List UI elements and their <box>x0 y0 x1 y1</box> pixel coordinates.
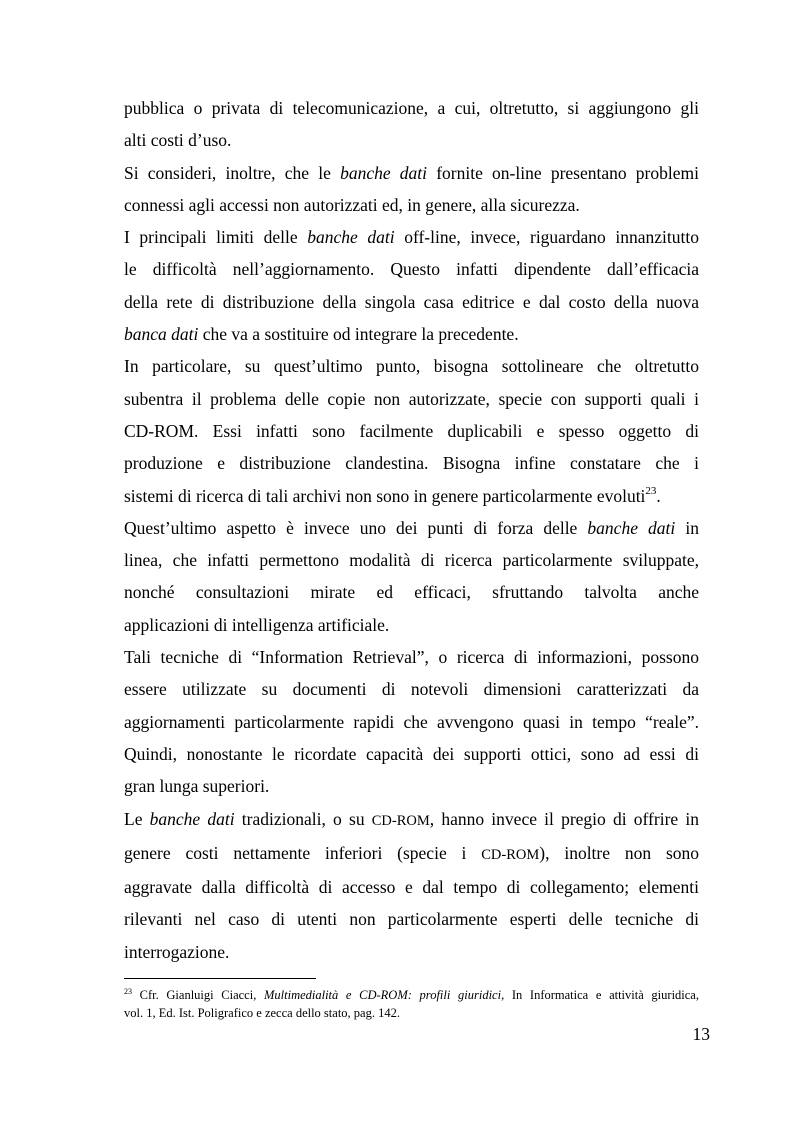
footnote-separator <box>124 978 316 979</box>
text-line: Quindi, nonostante le ricordate capacità dei supporti ottici, sono ad essi di <box>124 743 699 764</box>
paragraph-2 <box>124 157 699 222</box>
text-line <box>124 318 699 350</box>
text-run: I principali limiti delle <box>124 227 308 248</box>
text-run: Le <box>124 808 150 829</box>
italic-term: banche dati <box>149 808 235 829</box>
text-line: interrogazione. <box>124 941 230 962</box>
text-run: ), inoltre non sono <box>539 842 700 863</box>
text-run: in <box>675 517 699 538</box>
text-line <box>124 512 699 544</box>
text-line: In particolare, su quest’ultimo punto, bisogna sottolineare che oltretutto <box>124 356 699 377</box>
text-run: Si consideri, inoltre, che le <box>124 162 341 183</box>
text-line: aggravate dalla difficoltà di accesso e dal tempo di collegamento; elementi <box>124 877 699 898</box>
text-line: rilevanti nel caso di utenti non particolarmente esperti delle tecniche di <box>124 909 699 930</box>
text-line <box>124 837 699 871</box>
small-caps-term: CD-ROM <box>371 812 430 829</box>
paragraph-4 <box>124 350 699 511</box>
footnote-number: 23 <box>124 987 132 996</box>
text-run: fornite on-line presentano problemi <box>427 162 699 183</box>
text-line: subentra il problema delle copie non autorizzate, specie con supporti quali i <box>124 388 699 409</box>
text-run: sistemi di ricerca di tali archivi non sono in genere particolarmente evoluti <box>124 485 646 506</box>
text-line <box>124 221 699 253</box>
footnote <box>124 986 699 1022</box>
text-line: alti costi d’uso. <box>124 130 232 151</box>
paragraph-5 <box>124 512 699 641</box>
italic-term: banca dati <box>124 324 199 345</box>
footnote-line: vol. 1, Ed. Ist. Poligrafico e zecca dello stato, pag. 142. <box>124 1006 400 1020</box>
text-run: , In Informatica e attività giuridica, <box>501 988 699 1002</box>
text-run: off-line, invece, riguardano innanzitutto <box>394 227 699 248</box>
text-line: gran lunga superiori. <box>124 776 270 797</box>
italic-title: Multimedialità e CD-ROM: profili giuridici <box>263 988 502 1002</box>
text-line: linea, che infatti permettono modalità di ricerca particolarmente sviluppate, <box>124 550 699 571</box>
footnote-reference[interactable]: 23 <box>645 484 657 497</box>
text-line: produzione e distribuzione clandestina. Bisogna infine constatare che i <box>124 453 699 474</box>
text-run: . <box>656 485 661 506</box>
text-line <box>124 480 699 512</box>
italic-term: banche dati <box>340 162 428 183</box>
text-run: Quest’ultimo aspetto è invece uno dei punti di forza delle <box>124 517 588 538</box>
text-line: le difficoltà nell’aggiornamento. Questo infatti dipendente dall’efficacia <box>124 259 699 280</box>
text-line <box>124 157 699 189</box>
italic-term: banche dati <box>307 227 395 248</box>
italic-term: banche dati <box>587 517 676 538</box>
paragraph-7 <box>124 803 699 968</box>
text-line: nonché consultazioni mirate ed efficaci, sfruttando talvolta anche <box>124 582 699 603</box>
text-line: essere utilizzate su documenti di notevoli dimensioni caratterizzati da <box>124 679 699 700</box>
small-caps-term: CD-ROM <box>481 846 540 863</box>
paragraph-3 <box>124 221 699 350</box>
text-line: CD-ROM. Essi infatti sono facilmente duplicabili e spesso oggetto di <box>124 420 699 441</box>
text-run: genere costi nettamente inferiori (specie i <box>124 842 482 863</box>
text-run: che va a sostituire od integrare la precedente. <box>198 324 519 345</box>
page-number: 13 <box>692 1024 710 1044</box>
paragraph-6 <box>124 641 699 802</box>
text-line: applicazioni di intelligenza artificiale. <box>124 614 390 635</box>
text-line <box>124 803 699 837</box>
text-line: aggiornamenti particolarmente rapidi che avvengono quasi in tempo “reale”. <box>124 711 699 732</box>
page-body <box>124 92 699 968</box>
text-run: tradizionali, o su <box>234 808 372 829</box>
paragraph-1 <box>124 92 699 157</box>
text-line: connessi agli accessi non autorizzati ed, in genere, alla sicurezza. <box>124 194 580 215</box>
text-line: Tali tecniche di “Information Retrieval”, o ricerca di informazioni, possono <box>124 647 699 668</box>
text-line: della rete di distribuzione della singola casa editrice e dal costo della nuova <box>124 291 699 312</box>
text-line: pubblica o privata di telecomunicazione, a cui, oltretutto, si aggiungono gli <box>124 98 699 118</box>
text-run: Cfr. Gianluigi Ciacci, <box>132 988 264 1002</box>
footnote-line <box>124 986 699 1004</box>
text-run: , hanno invece il pregio di offrire in <box>429 808 699 829</box>
